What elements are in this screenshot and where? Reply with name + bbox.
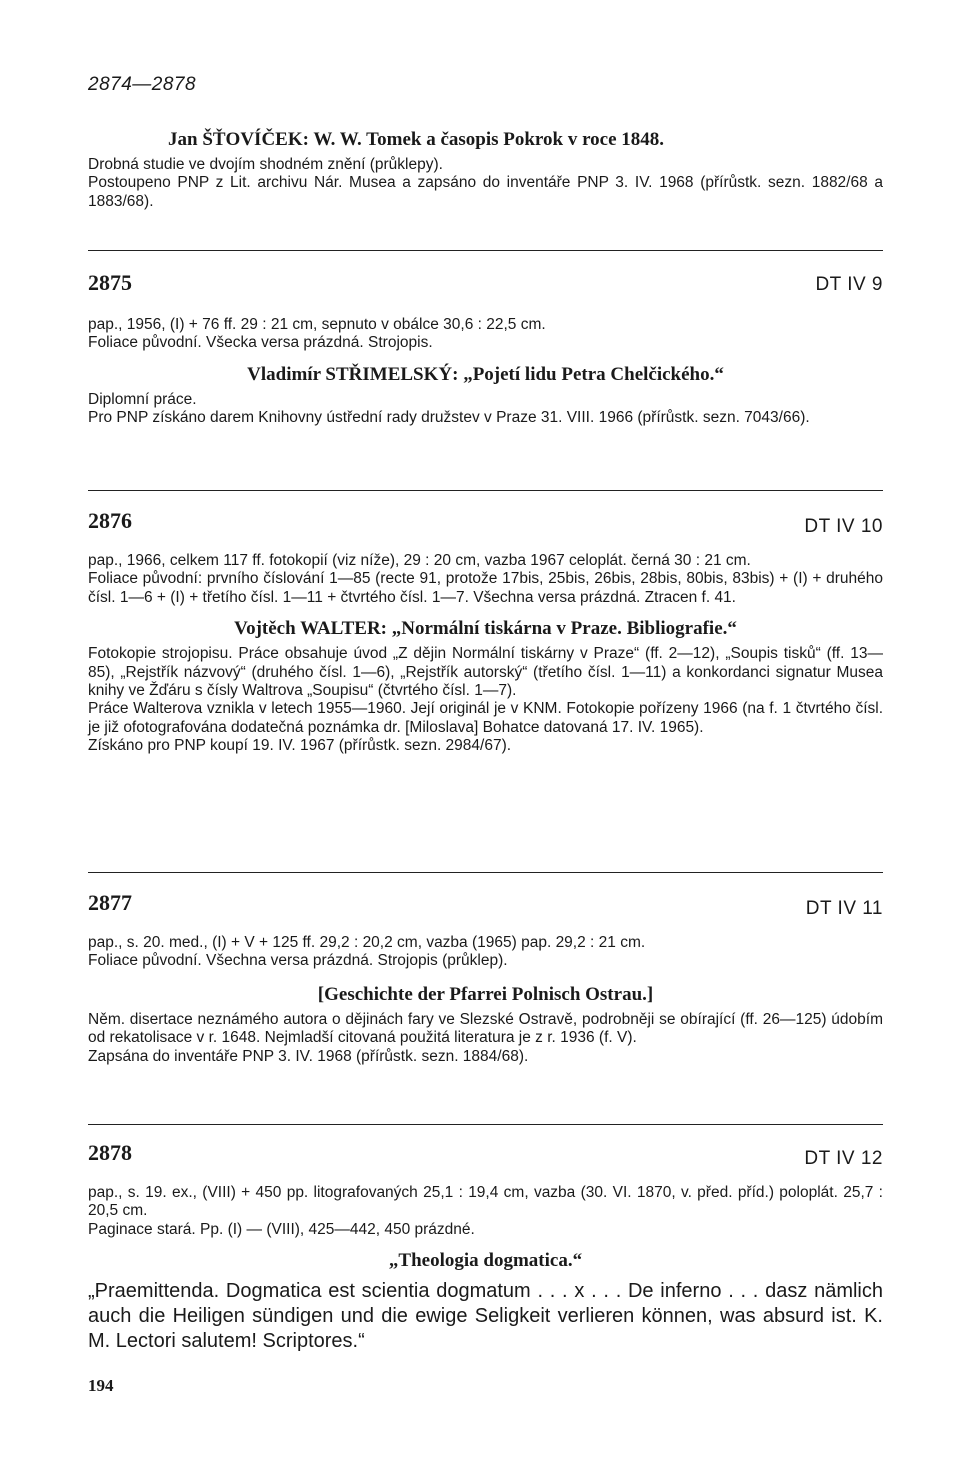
entry-2874 (88, 128, 883, 211)
entry-title: „Theologia dogmatica.“ (388, 1250, 583, 1272)
entry-signature: DT IV 9 (815, 274, 883, 295)
running-head: 2874—2878 (88, 74, 197, 95)
entry-incipit: „Praemittenda. Dogmatica est scientia dogmatum . . . x . . . De inferno . . . dasz nämlich auch die Heiligen sündigen und die ewige Seligkeit verlieren können, was absurd ist. K. M. Lectori salutem! Scriptores.“ (88, 1280, 883, 1353)
entry-notes (88, 391, 883, 428)
entry-title: Jan ŠŤOVÍČEK: W. W. Tomek a časopis Pokrok v roce 1848. (168, 129, 665, 150)
note-line: Práce Walterova vznikla v letech 1955—1960. Její originál je v KNM. Fotokopie pořízeny 1966 (na f. 1 čtvrtého čísl. je již ofotografována dodatečná poznámka dr. [Miloslava] Bohatce datovaná 17. IV. 1965). (88, 700, 883, 736)
entry-notes (88, 1011, 883, 1066)
physical-line: pap., s. 19. ex., (VIII) + 450 pp. litografovaných 25,1 : 19,4 cm, vazba (30. VI. 1870, v. před. příd.) poloplát. 25,7 : 20,5 cm. (88, 1184, 883, 1220)
entry-physical (88, 934, 883, 971)
entry-number: 2877 (88, 890, 132, 915)
entry-header-2878 (88, 1140, 883, 1174)
entry-physical (88, 316, 883, 353)
note-line: Drobná studie ve dvojím shodném znění (průklepy). (88, 156, 443, 173)
entry-header-2876 (88, 508, 883, 542)
note-line: Postoupeno PNP z Lit. archivu Nár. Musea a zapsáno do inventáře PNP 3. IV. 1968 (přírůstk. sezn. 1882/68 a 1883/68). (88, 174, 883, 210)
separator-rule (88, 872, 883, 873)
note-line: Diplomní práce. (88, 390, 197, 408)
entry-2877 (88, 934, 883, 1066)
entry-physical (88, 552, 883, 607)
note-line: Zapsána do inventáře PNP 3. IV. 1968 (přírůstk. sezn. 1884/68). (88, 1047, 529, 1065)
entry-signature: DT IV 11 (805, 898, 883, 919)
entry-title: [Geschichte der Pfarrei Polnisch Ostrau.] (317, 983, 654, 1005)
entry-number: 2878 (88, 1140, 132, 1165)
note-line: Pro PNP získáno darem Knihovny ústřední rady družstev v Praze 31. VIII. 1966 (přírůstk. sezn. 7043/66). (88, 409, 810, 427)
separator-rule (88, 250, 883, 251)
physical-line: Foliace původní: prvního číslování 1—85 (recte 91, protože 17bis, 25bis, 26bis, 28bis, 80bis, 83bis) + (I) + druhého čísl. 1—6 + (I) + třetího čísl. 1—11 + čtvrtého čísl. 1—7. Všechna versa prázdná. Ztracen f. 41. (88, 570, 883, 606)
physical-line: pap., 1956, (I) + 76 ff. 29 : 21 cm, sepnuto v obálce 30,6 : 22,5 cm. (88, 316, 546, 333)
note-line: Získáno pro PNP koupí 19. IV. 1967 (přírůstk. sezn. 2984/67). (88, 737, 512, 755)
entry-physical (88, 1184, 883, 1239)
entry-2878 (88, 1184, 883, 1354)
entry-header-2875 (88, 270, 883, 304)
physical-line: Foliace původní. Všechna versa prázdná. Strojopis (průklep). (88, 952, 508, 970)
note-line: Fotokopie strojopisu. Práce obsahuje úvod „Z dějin Normální tiskárny v Praze“ (ff. 2—12), „Soupis tisků“ (ff. 13—85), „Rejstřík názvový“ (druhého čísl. 1—6), „Rejstřík autorský“ (třetího čísl. 1—11) a konkordanci signatur Musea knihy ve Žďáru s čísly Waltrova „Soupisu“ (čtvrtého čísl. 1—7). (88, 645, 883, 700)
separator-rule (88, 490, 883, 491)
entry-title: Vladimír STŘIMELSKÝ: „Pojetí lidu Petra Chelčického.“ (247, 363, 724, 385)
entry-signature: DT IV 12 (804, 1148, 883, 1169)
physical-line: Paginace stará. Pp. (I) — (VIII), 425—442, 450 prázdné. (88, 1220, 475, 1238)
entry-notes (88, 645, 883, 755)
entry-number: 2876 (88, 508, 132, 533)
entry-notes (88, 156, 883, 211)
entry-2875 (88, 316, 883, 428)
page-number: 194 (88, 1376, 114, 1395)
entry-2876 (88, 552, 883, 756)
separator-rule (88, 1124, 883, 1125)
physical-line: pap., s. 20. med., (I) + V + 125 ff. 29,2 : 20,2 cm, vazba (1965) pap. 29,2 : 21 cm. (88, 934, 646, 951)
entry-header-2877 (88, 890, 883, 924)
entry-number: 2875 (88, 270, 132, 295)
entry-title: Vojtěch WALTER: „Normální tiskárna v Praze. Bibliografie.“ (234, 618, 737, 640)
note-line: Něm. disertace neznámého autora o dějinách fary ve Slezské Ostravě, podrobněji se obírající (ff. 26—125) údobím od rekatolisace v r. 1648. Nejmladší citovaná použitá literatura je z r. 1936 (f. V). (88, 1010, 883, 1047)
physical-line: Foliace původní. Všecka versa prázdná. Strojopis. (88, 334, 433, 352)
entry-signature: DT IV 10 (804, 516, 883, 537)
physical-line: pap., 1966, celkem 117 ff. fotokopií (viz níže), 29 : 20 cm, vazba 1967 celoplát. černá 30 : 21 cm. (88, 552, 751, 569)
